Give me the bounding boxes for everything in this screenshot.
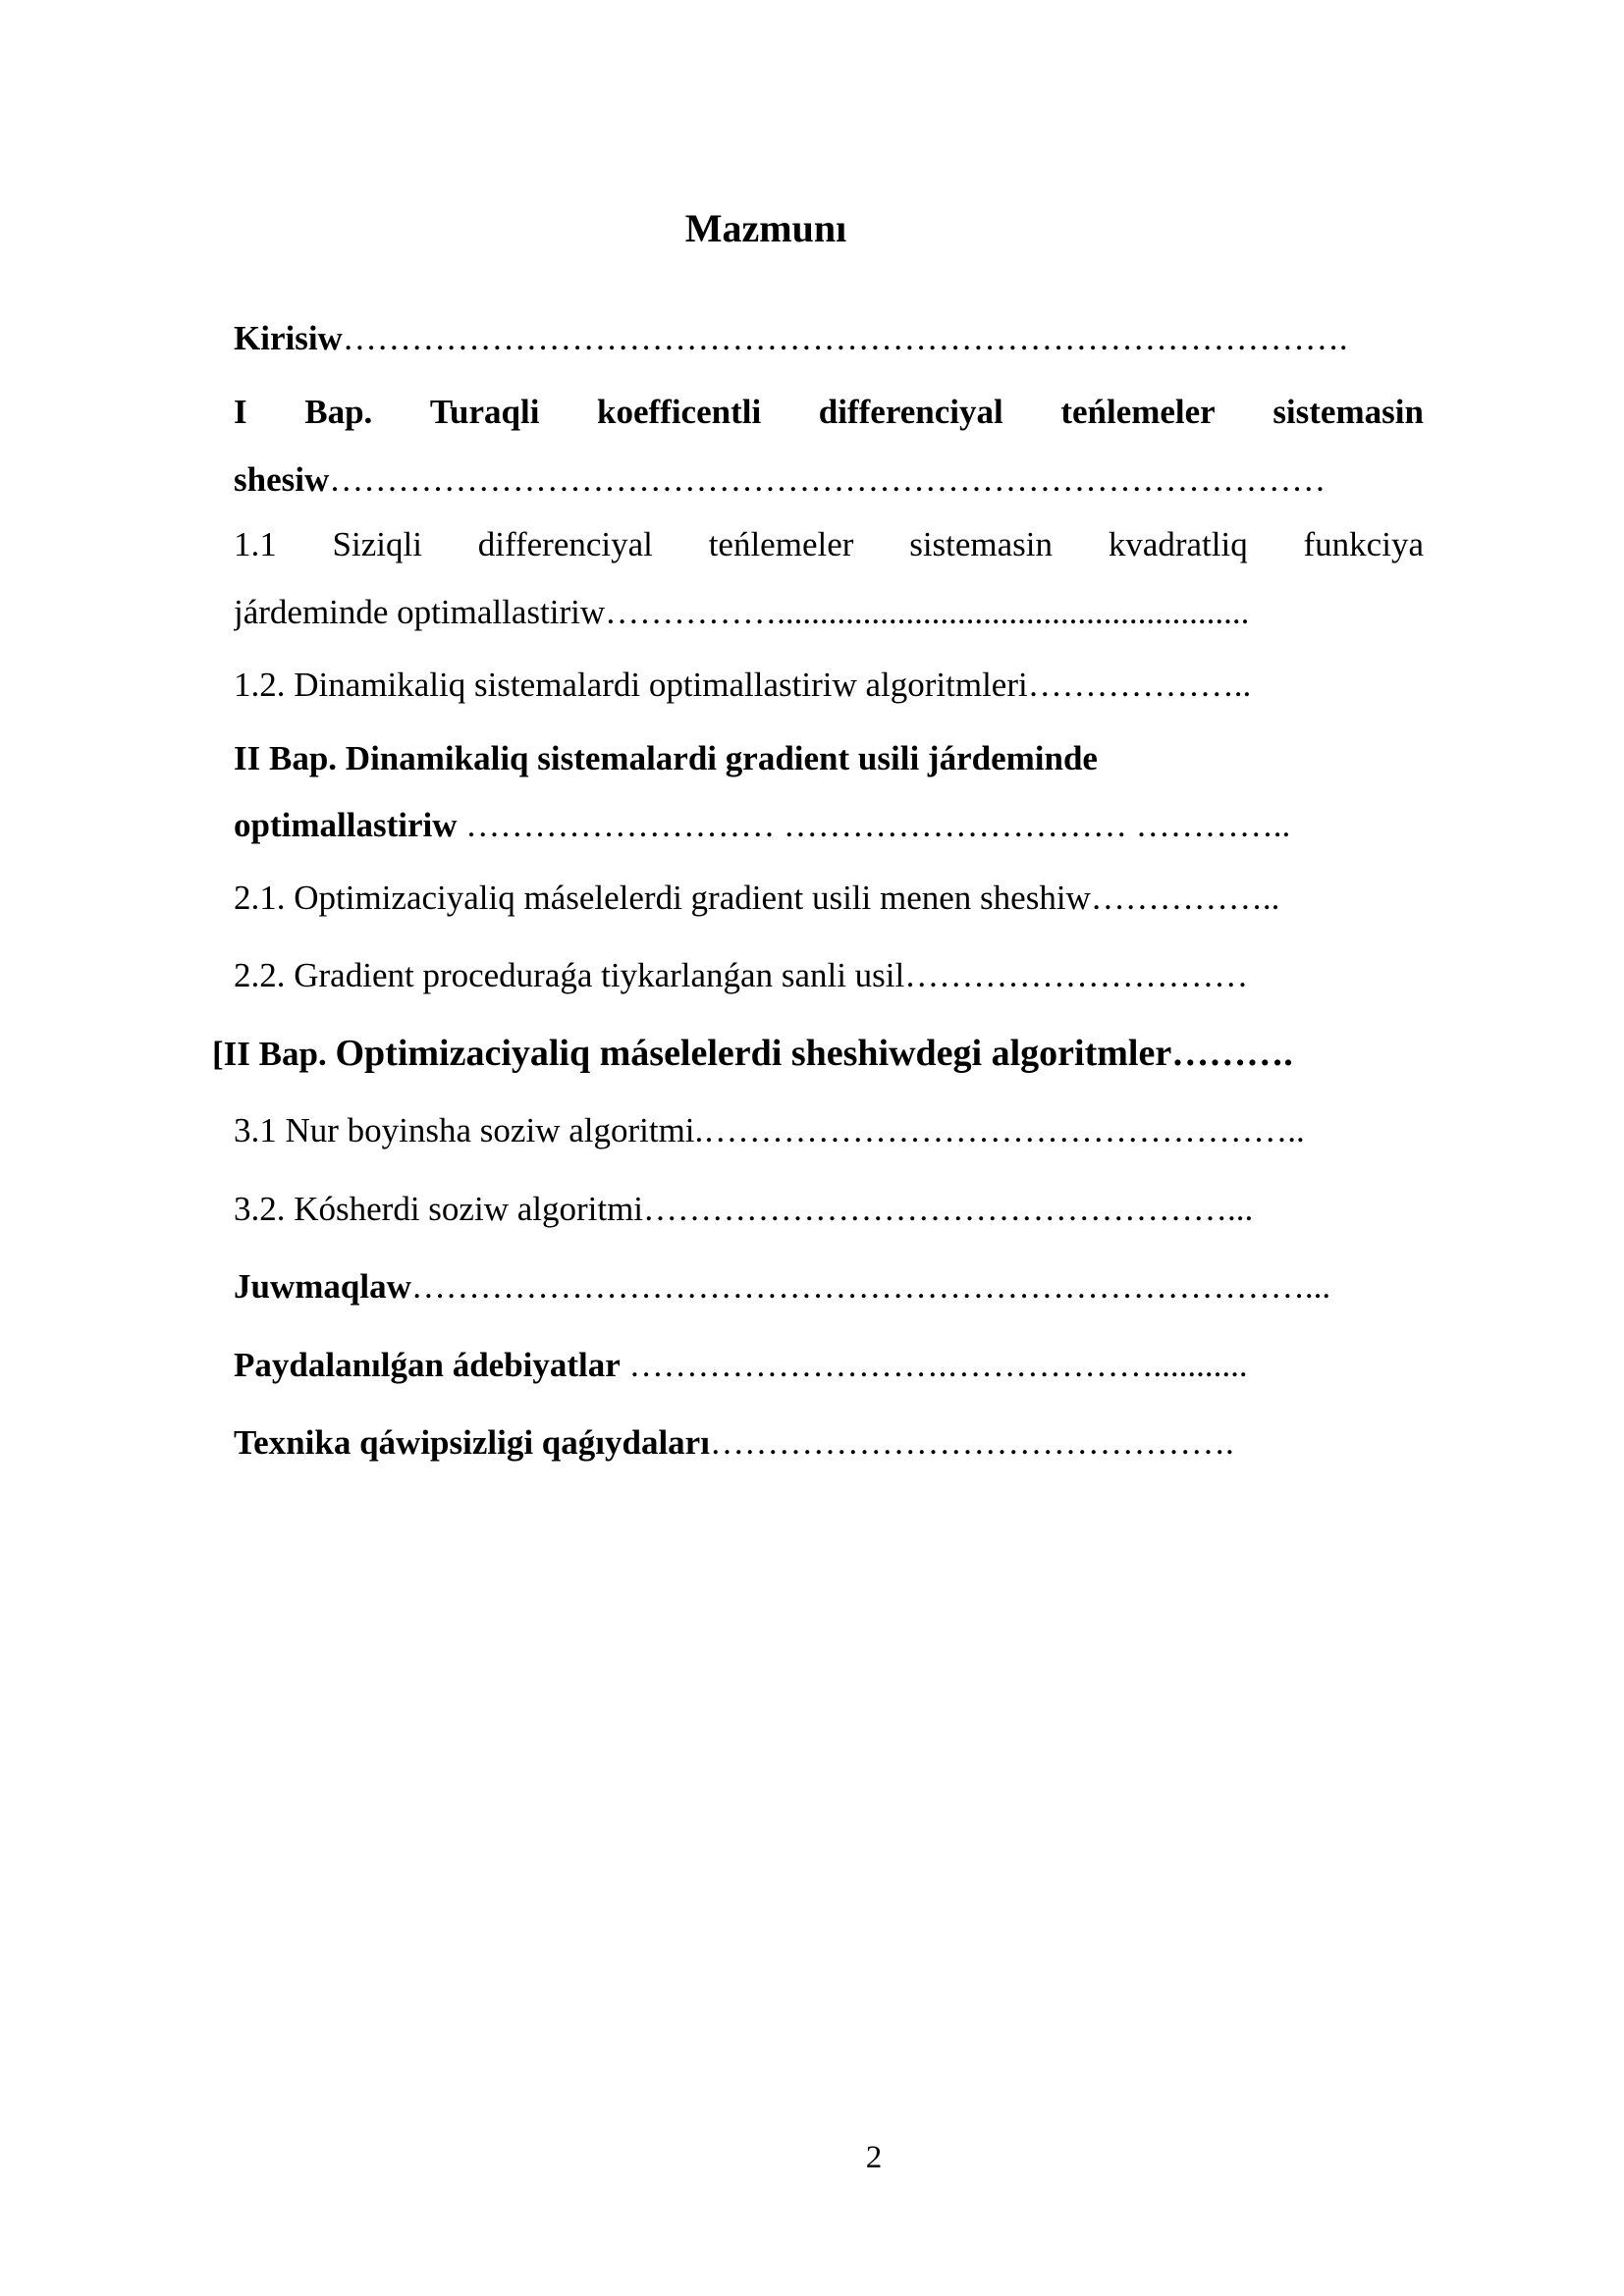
toc-entry-3-2 (234, 1188, 1424, 1231)
toc-leader: ……………….. (1027, 666, 1252, 704)
toc-entry-chapter1-line1 (234, 391, 1424, 434)
toc-word: Bap. (304, 393, 373, 431)
toc-entry-label: 3.2. Kósherdi soziw algoritmi (234, 1190, 644, 1228)
toc-entry-label: 1.2. Dinamikaliq sistemalardi optimallastiriw algoritmleri (234, 666, 1028, 704)
toc-entry-label: Optimizaciyaliq máselelerdi sheshiwdegi algoritmler (335, 1033, 1172, 1074)
toc-entry-1-2 (234, 664, 1424, 707)
toc-entry-label: 3.1 Nur boyinsha soziw algoritmi. (234, 1111, 704, 1149)
toc-entry-label: shesiw (234, 460, 330, 499)
toc-entry-3-1 (234, 1109, 1424, 1152)
toc-entry-1-1-line1 (234, 523, 1424, 566)
toc-entry-label: 2.1. Optimizaciyaliq máselelerdi gradient usili menen sheshiw (234, 879, 1091, 917)
toc-leader: ……………………….………………........... (620, 1346, 1248, 1384)
page-number: 2 (865, 2140, 883, 2175)
toc-entry-paydalanilgan (234, 1344, 1424, 1387)
toc-entry-chapter1-line2 (234, 458, 1424, 502)
toc-entry-label: Paydalanılǵan ádebiyatlar (234, 1346, 621, 1384)
toc-word: kvadratliq (1108, 525, 1248, 563)
toc-entry-label: 2.2. Gradient proceduraǵa tiykarlanǵan sanli usil (234, 956, 905, 994)
toc-entry-kirisiw (234, 317, 1424, 360)
toc-leader: ………………………………………. (709, 1423, 1234, 1462)
toc-entry-label: Kirisiw (234, 319, 343, 357)
toc-entry-texnika (234, 1421, 1424, 1465)
toc-leader: ………. (1171, 1033, 1293, 1074)
toc-entry-chapter3 (212, 1032, 1424, 1076)
toc-word: teńlemeler (1060, 393, 1216, 431)
toc-entry-2-1 (234, 877, 1424, 920)
toc-word: 1.1 (234, 525, 277, 563)
toc-word: koefficentli (597, 393, 762, 431)
toc-leader: ……………………………………………………………………... (410, 1267, 1331, 1306)
toc-word: teńlemeler (708, 525, 854, 563)
toc-leader: …………………………………………….. (703, 1111, 1305, 1149)
toc-entry-2-2 (234, 954, 1424, 997)
toc-leader: ……………………………………………... (643, 1190, 1254, 1228)
toc-entry-chapter2-line1 (234, 737, 1424, 780)
toc-entry-label: optimallastiriw (234, 806, 458, 844)
toc-word: differenciyal (818, 393, 1003, 431)
toc-leader: ……………....................................................... (605, 593, 1250, 631)
toc-entry-1-1-line2 (234, 591, 1424, 634)
toc-leader: ……………………… ………………………… ………….. (457, 806, 1291, 844)
toc-leader: …………….. (1090, 879, 1280, 917)
page-title: Mazmunı (684, 206, 847, 250)
toc-leader: ……………………………………………………………………………. (342, 319, 1348, 357)
toc-word: funkciya (1303, 525, 1424, 563)
toc-entry-label: Juwmaqlaw (234, 1267, 411, 1306)
toc-entry-prefix: [II Bap. (212, 1035, 336, 1073)
toc-entry-label: Texnika qáwipsizligi qaǵıydaları (234, 1423, 710, 1462)
toc-word: Turaqli (429, 393, 540, 431)
toc-entry-chapter2-line2 (234, 804, 1424, 847)
toc-entry-label: II Bap. Dinamikaliq sistemalardi gradient usili járdeminde (234, 739, 1098, 777)
toc-word: sistemasin (1272, 393, 1424, 431)
toc-word: sistemasin (909, 525, 1054, 563)
toc-word: Siziqli (332, 525, 422, 563)
toc-entry-label: járdeminde optimallastiriw (234, 593, 606, 631)
toc-word: differenciyal (477, 525, 653, 563)
toc-word: I (234, 393, 247, 431)
toc-leader: ………………………… (904, 956, 1249, 994)
toc-leader: …………………………………………………………………………… (329, 460, 1326, 499)
toc-entry-juwmaqlaw (234, 1265, 1424, 1308)
